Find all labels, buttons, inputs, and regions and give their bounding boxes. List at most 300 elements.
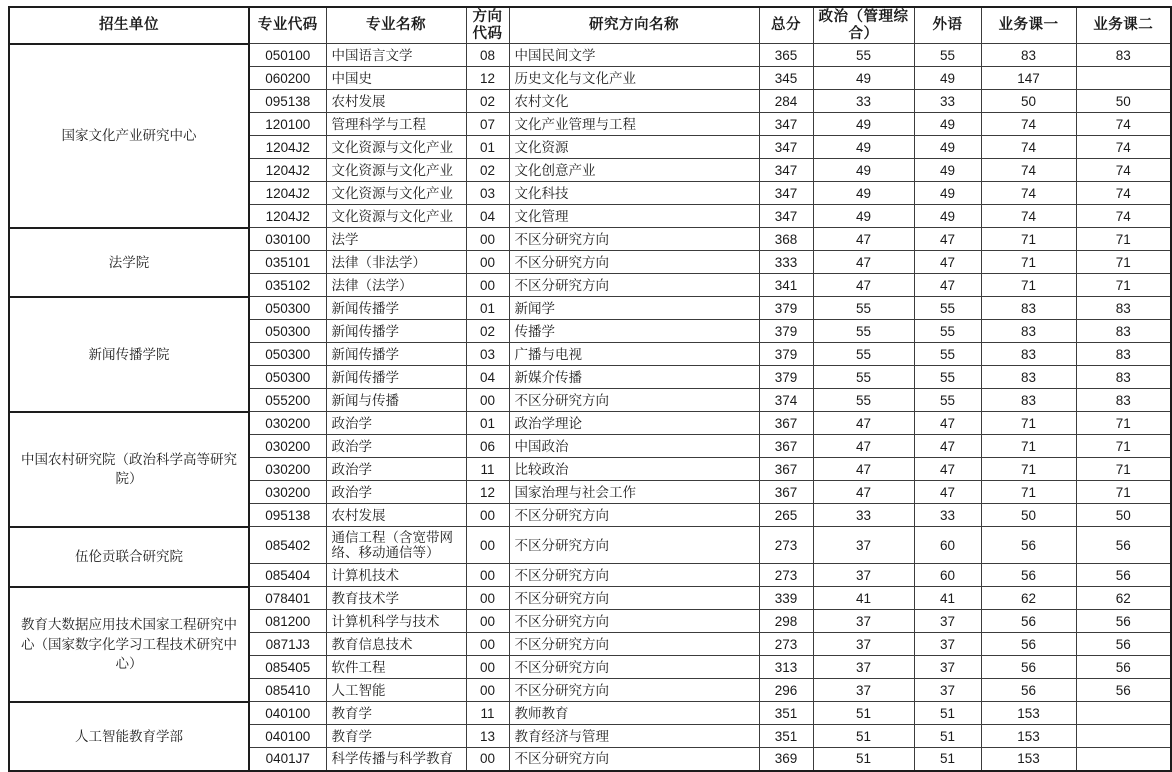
cell-subject-one-score: 74 <box>981 113 1076 136</box>
cell-major-name: 农村发展 <box>326 504 466 527</box>
column-header-major-code: 专业代码 <box>249 7 326 44</box>
cell-major-code: 035102 <box>249 274 326 297</box>
cell-major-code: 050300 <box>249 320 326 343</box>
cell-foreign-score: 47 <box>914 458 981 481</box>
cell-subject-one-score: 83 <box>981 366 1076 389</box>
cell-direction-name: 教师教育 <box>509 702 759 725</box>
cell-direction-code: 03 <box>466 343 509 366</box>
cell-major-code: 081200 <box>249 610 326 633</box>
cell-major-code: 085405 <box>249 656 326 679</box>
cell-subject-one-score: 74 <box>981 182 1076 205</box>
column-header-unit: 招生单位 <box>9 7 249 44</box>
cell-politics-score: 49 <box>813 182 914 205</box>
cell-foreign-score: 47 <box>914 481 981 504</box>
cell-direction-name: 新闻学 <box>509 297 759 320</box>
cell-politics-score: 47 <box>813 228 914 251</box>
cell-total-score: 365 <box>759 44 813 67</box>
cell-major-name: 文化资源与文化产业 <box>326 136 466 159</box>
cell-subject-one-score: 153 <box>981 725 1076 748</box>
cell-major-code: 0871J3 <box>249 633 326 656</box>
cell-major-code: 1204J2 <box>249 159 326 182</box>
cell-major-code: 085402 <box>249 527 326 564</box>
cell-direction-code: 00 <box>466 679 509 702</box>
cell-major-code: 035101 <box>249 251 326 274</box>
cell-major-name: 文化资源与文化产业 <box>326 205 466 228</box>
cell-major-code: 050100 <box>249 44 326 67</box>
table-body <box>9 44 1171 771</box>
cell-foreign-score: 55 <box>914 366 981 389</box>
column-header-direction-name: 研究方向名称 <box>509 7 759 44</box>
cell-total-score: 367 <box>759 435 813 458</box>
cell-direction-name: 不区分研究方向 <box>509 564 759 587</box>
cell-total-score: 345 <box>759 67 813 90</box>
cell-politics-score: 47 <box>813 458 914 481</box>
cell-direction-code: 04 <box>466 366 509 389</box>
cell-subject-one-score: 56 <box>981 610 1076 633</box>
cell-major-code: 095138 <box>249 90 326 113</box>
cell-subject-two-score: 83 <box>1076 389 1171 412</box>
cell-direction-code: 01 <box>466 297 509 320</box>
cell-subject-one-score: 56 <box>981 679 1076 702</box>
cell-major-name: 农村发展 <box>326 90 466 113</box>
cell-direction-code: 00 <box>466 587 509 610</box>
cell-direction-code: 08 <box>466 44 509 67</box>
cell-major-name: 计算机技术 <box>326 564 466 587</box>
cell-foreign-score: 37 <box>914 656 981 679</box>
cell-politics-score: 47 <box>813 481 914 504</box>
cell-direction-name: 文化产业管理与工程 <box>509 113 759 136</box>
cell-major-name: 管理科学与工程 <box>326 113 466 136</box>
header-row <box>9 7 1171 44</box>
cell-major-name: 中国语言文学 <box>326 44 466 67</box>
cell-foreign-score: 60 <box>914 564 981 587</box>
cell-direction-name: 政治学理论 <box>509 412 759 435</box>
cell-direction-name: 比较政治 <box>509 458 759 481</box>
cell-major-code: 050300 <box>249 343 326 366</box>
cell-foreign-score: 47 <box>914 412 981 435</box>
cell-admission-unit: 新闻传播学院 <box>9 297 249 412</box>
cell-subject-two-score: 50 <box>1076 90 1171 113</box>
cell-politics-score: 47 <box>813 274 914 297</box>
cell-subject-two-score <box>1076 748 1171 771</box>
cell-subject-one-score: 71 <box>981 251 1076 274</box>
cell-major-name: 中国史 <box>326 67 466 90</box>
cell-total-score: 367 <box>759 412 813 435</box>
cell-subject-one-score: 83 <box>981 320 1076 343</box>
cell-foreign-score: 51 <box>914 702 981 725</box>
cell-foreign-score: 60 <box>914 527 981 564</box>
cell-direction-name: 不区分研究方向 <box>509 228 759 251</box>
cell-politics-score: 49 <box>813 67 914 90</box>
cell-subject-two-score: 71 <box>1076 458 1171 481</box>
cell-direction-name: 不区分研究方向 <box>509 633 759 656</box>
cell-subject-one-score: 83 <box>981 389 1076 412</box>
cell-direction-name: 中国政治 <box>509 435 759 458</box>
cell-admission-unit: 法学院 <box>9 228 249 297</box>
cell-direction-name: 文化创意产业 <box>509 159 759 182</box>
cell-direction-name: 广播与电视 <box>509 343 759 366</box>
cell-foreign-score: 55 <box>914 389 981 412</box>
cell-politics-score: 51 <box>813 725 914 748</box>
cell-subject-two-score: 56 <box>1076 610 1171 633</box>
cell-total-score: 351 <box>759 702 813 725</box>
cell-major-code: 030100 <box>249 228 326 251</box>
column-header-major-name: 专业名称 <box>326 7 466 44</box>
table-row <box>9 587 1171 610</box>
cell-subject-two-score: 56 <box>1076 656 1171 679</box>
cell-politics-score: 49 <box>813 113 914 136</box>
cell-subject-two-score: 71 <box>1076 251 1171 274</box>
cell-direction-code: 13 <box>466 725 509 748</box>
cell-total-score: 379 <box>759 320 813 343</box>
cell-direction-code: 04 <box>466 205 509 228</box>
cell-major-name: 人工智能 <box>326 679 466 702</box>
cell-major-name: 政治学 <box>326 435 466 458</box>
cell-foreign-score: 55 <box>914 320 981 343</box>
cell-major-code: 030200 <box>249 458 326 481</box>
cell-subject-one-score: 74 <box>981 159 1076 182</box>
cell-total-score: 273 <box>759 564 813 587</box>
cell-direction-name: 不区分研究方向 <box>509 748 759 771</box>
cell-subject-two-score: 71 <box>1076 481 1171 504</box>
cell-subject-two-score: 62 <box>1076 587 1171 610</box>
cell-subject-two-score: 71 <box>1076 274 1171 297</box>
cell-total-score: 298 <box>759 610 813 633</box>
cell-total-score: 379 <box>759 297 813 320</box>
cell-major-code: 1204J2 <box>249 136 326 159</box>
cell-admission-unit: 伍伦贡联合研究院 <box>9 527 249 587</box>
cell-politics-score: 55 <box>813 389 914 412</box>
cell-direction-name: 新媒介传播 <box>509 366 759 389</box>
table-row <box>9 44 1171 67</box>
cell-admission-unit: 人工智能教育学部 <box>9 702 249 771</box>
cell-major-name: 通信工程（含宽带网络、移动通信等） <box>326 527 466 564</box>
cell-major-name: 法学 <box>326 228 466 251</box>
cell-major-code: 050300 <box>249 297 326 320</box>
admissions-score-table-container <box>8 6 1154 772</box>
table-header <box>9 7 1171 44</box>
cell-direction-name: 不区分研究方向 <box>509 610 759 633</box>
cell-subject-one-score: 71 <box>981 435 1076 458</box>
table-row <box>9 412 1171 435</box>
table-row <box>9 702 1171 725</box>
cell-major-name: 文化资源与文化产业 <box>326 182 466 205</box>
column-header-subject-two: 业务课二 <box>1076 7 1171 44</box>
cell-major-code: 1204J2 <box>249 205 326 228</box>
cell-foreign-score: 33 <box>914 504 981 527</box>
cell-major-name: 法律（非法学） <box>326 251 466 274</box>
cell-direction-code: 02 <box>466 90 509 113</box>
cell-direction-code: 07 <box>466 113 509 136</box>
cell-major-code: 1204J2 <box>249 182 326 205</box>
cell-direction-code: 11 <box>466 458 509 481</box>
cell-direction-code: 00 <box>466 251 509 274</box>
cell-total-score: 347 <box>759 205 813 228</box>
cell-subject-two-score: 74 <box>1076 136 1171 159</box>
column-header-subject-one: 业务课一 <box>981 7 1076 44</box>
cell-major-name: 教育学 <box>326 725 466 748</box>
cell-major-code: 030200 <box>249 481 326 504</box>
cell-total-score: 273 <box>759 527 813 564</box>
cell-direction-code: 12 <box>466 67 509 90</box>
cell-subject-two-score: 74 <box>1076 113 1171 136</box>
cell-foreign-score: 49 <box>914 136 981 159</box>
cell-total-score: 374 <box>759 389 813 412</box>
cell-major-code: 030200 <box>249 435 326 458</box>
cell-major-name: 法律（法学） <box>326 274 466 297</box>
cell-politics-score: 41 <box>813 587 914 610</box>
cell-major-name: 教育信息技术 <box>326 633 466 656</box>
cell-foreign-score: 33 <box>914 90 981 113</box>
cell-admission-unit: 中国农村研究院（政治科学高等研究院） <box>9 412 249 527</box>
cell-total-score: 265 <box>759 504 813 527</box>
cell-direction-name: 传播学 <box>509 320 759 343</box>
cell-subject-two-score: 74 <box>1076 205 1171 228</box>
cell-major-name: 软件工程 <box>326 656 466 679</box>
cell-major-code: 120100 <box>249 113 326 136</box>
cell-total-score: 347 <box>759 182 813 205</box>
cell-subject-one-score: 62 <box>981 587 1076 610</box>
table-row <box>9 228 1171 251</box>
cell-total-score: 351 <box>759 725 813 748</box>
cell-subject-two-score <box>1076 725 1171 748</box>
cell-major-code: 078401 <box>249 587 326 610</box>
cell-foreign-score: 47 <box>914 274 981 297</box>
cell-subject-two-score: 83 <box>1076 297 1171 320</box>
cell-direction-code: 02 <box>466 320 509 343</box>
cell-direction-name: 文化科技 <box>509 182 759 205</box>
cell-foreign-score: 51 <box>914 748 981 771</box>
cell-foreign-score: 55 <box>914 44 981 67</box>
cell-subject-one-score: 71 <box>981 412 1076 435</box>
cell-subject-one-score: 56 <box>981 633 1076 656</box>
cell-direction-name: 不区分研究方向 <box>509 251 759 274</box>
cell-foreign-score: 37 <box>914 610 981 633</box>
cell-major-code: 0401J7 <box>249 748 326 771</box>
cell-admission-unit: 教育大数据应用技术国家工程研究中心（国家数字化学习工程技术研究中心） <box>9 587 249 702</box>
cell-total-score: 347 <box>759 136 813 159</box>
cell-foreign-score: 47 <box>914 251 981 274</box>
cell-direction-code: 00 <box>466 274 509 297</box>
column-header-direction-code: 方向代码 <box>466 7 509 44</box>
cell-total-score: 379 <box>759 366 813 389</box>
cell-direction-name: 不区分研究方向 <box>509 504 759 527</box>
cell-direction-name: 文化管理 <box>509 205 759 228</box>
cell-politics-score: 37 <box>813 610 914 633</box>
cell-subject-one-score: 71 <box>981 458 1076 481</box>
cell-subject-two-score: 71 <box>1076 228 1171 251</box>
cell-subject-two-score <box>1076 67 1171 90</box>
cell-direction-name: 不区分研究方向 <box>509 656 759 679</box>
cell-subject-two-score: 74 <box>1076 159 1171 182</box>
cell-subject-one-score: 56 <box>981 527 1076 564</box>
cell-foreign-score: 49 <box>914 205 981 228</box>
cell-direction-code: 01 <box>466 136 509 159</box>
cell-total-score: 368 <box>759 228 813 251</box>
cell-politics-score: 47 <box>813 251 914 274</box>
cell-subject-two-score: 71 <box>1076 412 1171 435</box>
cell-foreign-score: 37 <box>914 679 981 702</box>
cell-direction-name: 文化资源 <box>509 136 759 159</box>
cell-politics-score: 49 <box>813 205 914 228</box>
cell-direction-name: 不区分研究方向 <box>509 587 759 610</box>
cell-subject-one-score: 71 <box>981 481 1076 504</box>
cell-direction-code: 02 <box>466 159 509 182</box>
cell-total-score: 347 <box>759 159 813 182</box>
cell-total-score: 333 <box>759 251 813 274</box>
cell-major-name: 教育学 <box>326 702 466 725</box>
cell-total-score: 341 <box>759 274 813 297</box>
cell-subject-two-score: 56 <box>1076 527 1171 564</box>
cell-major-name: 文化资源与文化产业 <box>326 159 466 182</box>
cell-foreign-score: 47 <box>914 435 981 458</box>
cell-direction-code: 00 <box>466 228 509 251</box>
cell-major-code: 050300 <box>249 366 326 389</box>
cell-politics-score: 51 <box>813 702 914 725</box>
cell-subject-two-score: 83 <box>1076 366 1171 389</box>
column-header-total-score: 总分 <box>759 7 813 44</box>
cell-major-name: 科学传播与科学教育 <box>326 748 466 771</box>
cell-subject-one-score: 147 <box>981 67 1076 90</box>
cell-direction-code: 00 <box>466 633 509 656</box>
cell-major-code: 040100 <box>249 725 326 748</box>
cell-direction-code: 00 <box>466 748 509 771</box>
cell-politics-score: 49 <box>813 159 914 182</box>
cell-foreign-score: 55 <box>914 297 981 320</box>
cell-subject-one-score: 71 <box>981 274 1076 297</box>
cell-foreign-score: 47 <box>914 228 981 251</box>
cell-major-name: 新闻与传播 <box>326 389 466 412</box>
cell-major-code: 095138 <box>249 504 326 527</box>
cell-total-score: 339 <box>759 587 813 610</box>
cell-politics-score: 33 <box>813 504 914 527</box>
cell-foreign-score: 49 <box>914 113 981 136</box>
cell-subject-one-score: 56 <box>981 564 1076 587</box>
cell-politics-score: 55 <box>813 343 914 366</box>
cell-major-name: 新闻传播学 <box>326 320 466 343</box>
cell-politics-score: 37 <box>813 564 914 587</box>
cell-total-score: 284 <box>759 90 813 113</box>
table-row <box>9 297 1171 320</box>
cell-direction-name: 不区分研究方向 <box>509 527 759 564</box>
column-header-foreign-language: 外语 <box>914 7 981 44</box>
cell-direction-name: 历史文化与文化产业 <box>509 67 759 90</box>
cell-direction-code: 00 <box>466 389 509 412</box>
cell-total-score: 367 <box>759 481 813 504</box>
cell-politics-score: 49 <box>813 136 914 159</box>
cell-subject-one-score: 153 <box>981 702 1076 725</box>
cell-politics-score: 55 <box>813 320 914 343</box>
cell-total-score: 369 <box>759 748 813 771</box>
cell-politics-score: 33 <box>813 90 914 113</box>
cell-subject-two-score: 83 <box>1076 44 1171 67</box>
cell-major-code: 060200 <box>249 67 326 90</box>
cell-subject-one-score: 83 <box>981 297 1076 320</box>
cell-subject-two-score: 56 <box>1076 679 1171 702</box>
cell-politics-score: 55 <box>813 366 914 389</box>
cell-total-score: 313 <box>759 656 813 679</box>
cell-direction-name: 不区分研究方向 <box>509 389 759 412</box>
cell-direction-name: 农村文化 <box>509 90 759 113</box>
cell-direction-code: 06 <box>466 435 509 458</box>
cell-subject-one-score: 83 <box>981 44 1076 67</box>
cell-politics-score: 51 <box>813 748 914 771</box>
cell-politics-score: 37 <box>813 527 914 564</box>
cell-subject-two-score: 83 <box>1076 320 1171 343</box>
cell-subject-two-score: 74 <box>1076 182 1171 205</box>
cell-direction-name: 国家治理与社会工作 <box>509 481 759 504</box>
cell-major-code: 040100 <box>249 702 326 725</box>
cell-foreign-score: 55 <box>914 343 981 366</box>
cell-major-name: 计算机科学与技术 <box>326 610 466 633</box>
cell-major-code: 085410 <box>249 679 326 702</box>
cell-total-score: 347 <box>759 113 813 136</box>
cell-subject-two-score: 50 <box>1076 504 1171 527</box>
cell-direction-code: 03 <box>466 182 509 205</box>
cell-major-name: 新闻传播学 <box>326 343 466 366</box>
cell-admission-unit: 国家文化产业研究中心 <box>9 44 249 228</box>
cell-subject-one-score: 56 <box>981 656 1076 679</box>
cell-direction-name: 不区分研究方向 <box>509 274 759 297</box>
cell-direction-code: 01 <box>466 412 509 435</box>
cell-direction-name: 教育经济与管理 <box>509 725 759 748</box>
cell-politics-score: 47 <box>813 412 914 435</box>
cell-politics-score: 37 <box>813 656 914 679</box>
cell-foreign-score: 49 <box>914 67 981 90</box>
cell-direction-code: 00 <box>466 527 509 564</box>
cell-direction-name: 不区分研究方向 <box>509 679 759 702</box>
cell-major-name: 新闻传播学 <box>326 297 466 320</box>
cell-subject-two-score: 83 <box>1076 343 1171 366</box>
cell-major-name: 教育技术学 <box>326 587 466 610</box>
cell-direction-code: 00 <box>466 656 509 679</box>
cell-direction-code: 12 <box>466 481 509 504</box>
cell-foreign-score: 37 <box>914 633 981 656</box>
cell-subject-two-score: 56 <box>1076 564 1171 587</box>
cell-direction-code: 00 <box>466 564 509 587</box>
cell-major-name: 政治学 <box>326 412 466 435</box>
cell-major-code: 055200 <box>249 389 326 412</box>
cell-direction-code: 00 <box>466 504 509 527</box>
cell-politics-score: 55 <box>813 297 914 320</box>
cell-subject-two-score <box>1076 702 1171 725</box>
cell-foreign-score: 51 <box>914 725 981 748</box>
cell-politics-score: 37 <box>813 633 914 656</box>
cell-subject-one-score: 71 <box>981 228 1076 251</box>
table-row <box>9 527 1171 564</box>
cell-politics-score: 47 <box>813 435 914 458</box>
cell-major-name: 新闻传播学 <box>326 366 466 389</box>
cell-major-code: 085404 <box>249 564 326 587</box>
column-header-politics: 政治（管理综合） <box>813 7 914 44</box>
cell-total-score: 367 <box>759 458 813 481</box>
cell-direction-name: 中国民间文学 <box>509 44 759 67</box>
cell-subject-two-score: 71 <box>1076 435 1171 458</box>
cell-subject-one-score: 50 <box>981 90 1076 113</box>
cell-subject-two-score: 56 <box>1076 633 1171 656</box>
cell-subject-one-score: 74 <box>981 205 1076 228</box>
cell-direction-code: 11 <box>466 702 509 725</box>
cell-politics-score: 55 <box>813 44 914 67</box>
cell-total-score: 296 <box>759 679 813 702</box>
admissions-score-table <box>8 6 1172 772</box>
cell-major-name: 政治学 <box>326 481 466 504</box>
cell-foreign-score: 49 <box>914 182 981 205</box>
cell-foreign-score: 41 <box>914 587 981 610</box>
cell-politics-score: 37 <box>813 679 914 702</box>
cell-subject-one-score: 83 <box>981 343 1076 366</box>
cell-direction-code: 00 <box>466 610 509 633</box>
